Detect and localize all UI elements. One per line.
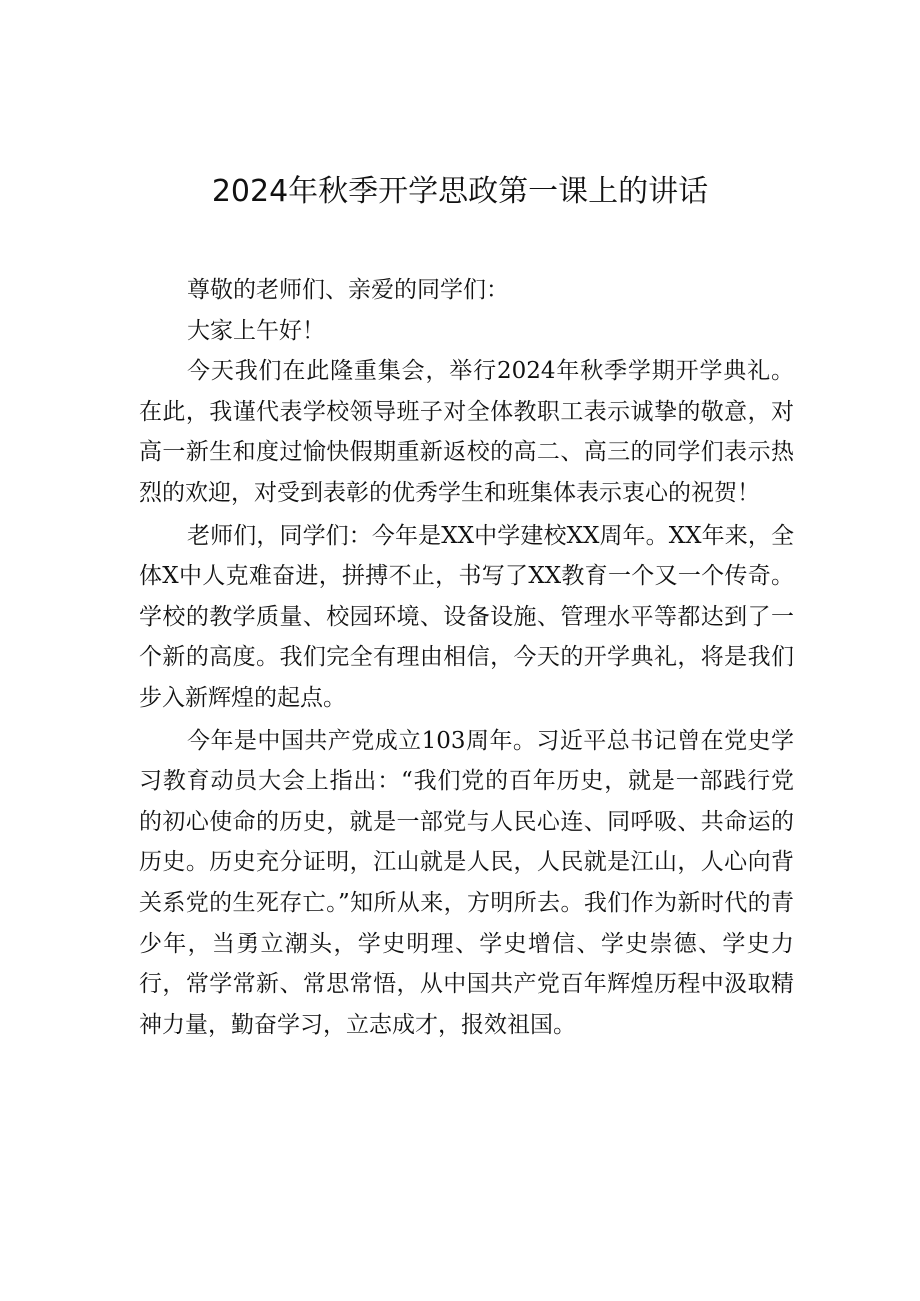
paragraph-school-anniversary: 老师们，同学们：今年是XX中学建校XX周年。XX年来，全体X中人克难奋进，拼搏不止，书写了XX教育一个又一个传奇。学校的教学质量、校园环境、设备设施、管理水平等都达到了一个新的高度。我们完全有理由相信，今天的开学典礼，将是我们步入新辉煌的起点。 [139, 522, 794, 711]
document-body [139, 270, 794, 1045]
document-title: 2024年秋季开学思政第一课上的讲话 [211, 174, 709, 209]
salutation: 尊敬的老师们、亲爱的同学们： [187, 277, 509, 303]
paragraph-party-history: 今年是中国共产党成立103周年。习近平总书记曾在党史学习教育动员大会上指出：“我们党的百年历史，就是一部践行党的初心使命的历史，就是一部党与人民心连、同呼吸、共命运的历史。历史充分证明，江山就是人民，人民就是江山，人心向背关系党的生死存亡。”知所从来，方明所去。我们作为新时代的青少年，当勇立潮头，学史明理、学史增信、学史崇德、学史力行，常学常新、常思常悟，从中国共产党百年辉煌历程中汲取精神力量，勤奋学习，立志成才，报效祖国。 [139, 727, 794, 1038]
paragraph-opening-ceremony: 今天我们在此隆重集会，举行2024年秋季学期开学典礼。在此，我谨代表学校领导班子对全体教职工表示诚挚的敬意，对高一新生和度过愉快假期重新返校的高二、高三的同学们表示热烈的欢迎，对受到表彰的优秀学生和班集体表示衷心的祝贺！ [139, 358, 794, 506]
greeting: 大家上午好！ [187, 317, 325, 344]
